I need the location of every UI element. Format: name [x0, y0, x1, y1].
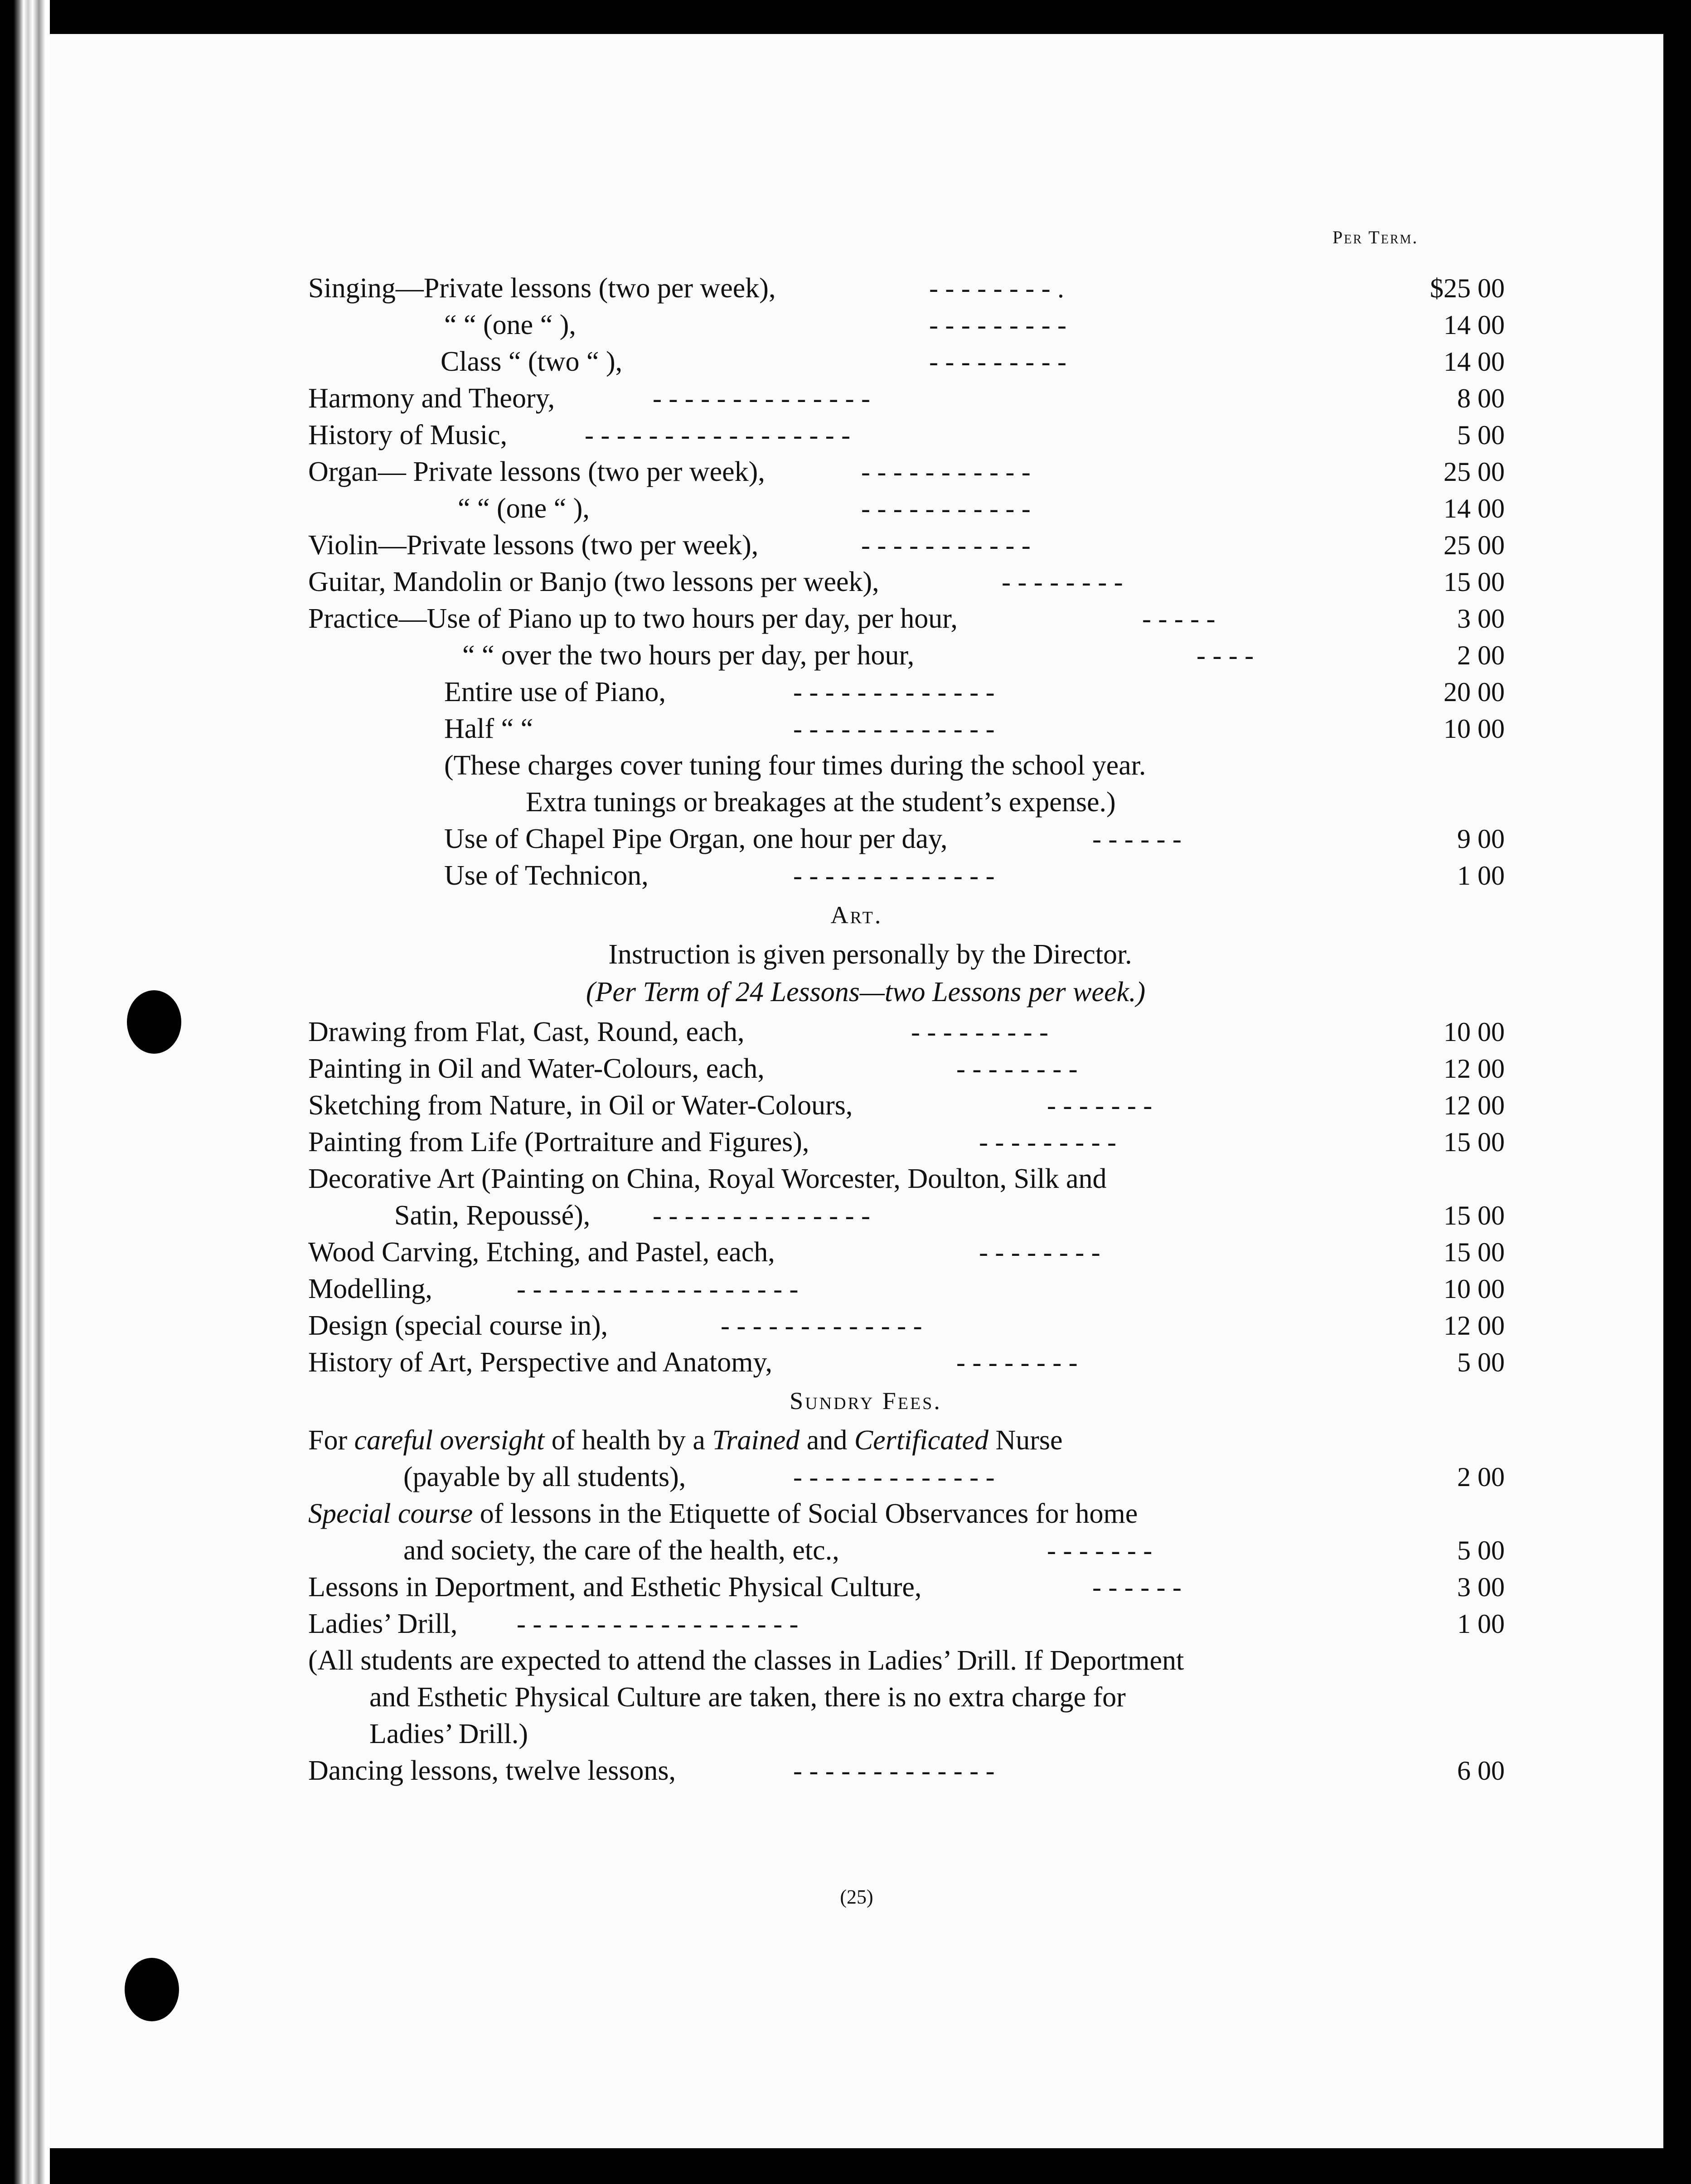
drill-note: and Esthetic Physical Culture are taken, there is no extra charge for [369, 1682, 1126, 1713]
per-term-label: Per Term. [1332, 227, 1419, 247]
fee-label: (payable by all students), [403, 1462, 686, 1492]
page-number: (25) [840, 1886, 873, 1908]
section-heading-art: Art. [830, 901, 883, 929]
fee-amount: 14 00 [1444, 310, 1505, 340]
fee-amount: 1 00 [1457, 861, 1505, 891]
fee-amount: $25 00 [1430, 273, 1505, 303]
section-heading-sundry: Sundry Fees. [790, 1387, 942, 1414]
leader-dots: - - - - - - - - - - - - - - - - - - [517, 1609, 799, 1639]
fee-amount: 14 00 [1444, 494, 1505, 523]
fee-amount: 12 00 [1444, 1054, 1505, 1084]
text-part: Nurse [988, 1425, 1063, 1456]
leader-dots: - - - - - - - - [1002, 567, 1123, 597]
leader-dots: - - - - - - - - - - - [861, 494, 1031, 523]
text-part: of lessons in the Etiquette of Social Observances for home [473, 1498, 1138, 1529]
fee-amount: 25 00 [1444, 457, 1505, 487]
leader-dots: - - - - - - - - - - - - - [793, 1462, 995, 1492]
leader-dots: - - - - - - - - - - - - - [793, 714, 995, 744]
leader-dots: - - - - - - - [1047, 1090, 1153, 1120]
leader-dots: - - - - - - - - - [911, 1017, 1049, 1047]
leader-dots: - - - - - - - - [956, 1347, 1078, 1377]
text-part: For [308, 1425, 354, 1456]
text-part: Trained [712, 1425, 800, 1456]
text-part: and [799, 1425, 854, 1456]
fee-label: Painting from Life (Portraiture and Figures), [308, 1127, 809, 1157]
leader-dots: - - - - - - - [1047, 1535, 1153, 1565]
fee-amount: 12 00 [1444, 1090, 1505, 1120]
leader-dots: - - - - - - - - - [979, 1127, 1117, 1157]
leader-dots: - - - - - - - - - - - - - - [653, 1201, 871, 1230]
leader-dots: - - - - - - - - - - - - - - - - - - [517, 1274, 799, 1304]
fee-label: “ “ (one “ ), [458, 493, 590, 524]
document-page [50, 34, 1663, 2148]
leader-dots: - - - - - - - - [956, 1054, 1078, 1084]
fee-label: and society, the care of the health, etc., [403, 1535, 839, 1566]
leader-dots: - - - - - - - - - - - - - [793, 861, 995, 891]
fee-amount: 9 00 [1457, 824, 1505, 854]
fee-label: Guitar, Mandolin or Banjo (two lessons per week), [308, 567, 879, 597]
fee-label: Singing—Private lessons (two per week), [308, 273, 776, 304]
fee-label: History of Art, Perspective and Anatomy, [308, 1347, 772, 1378]
leader-dots: - - - - - - [1092, 1572, 1182, 1602]
fee-amount: 15 00 [1444, 1201, 1505, 1230]
punch-hole [125, 1958, 179, 2021]
fee-label: Violin—Private lessons (two per week), [308, 530, 759, 561]
fee-amount: 15 00 [1444, 1237, 1505, 1267]
nurse-fee-label [308, 1422, 1063, 1459]
fee-label: Harmony and Theory, [308, 383, 555, 414]
decorative-art-label: Decorative Art (Painting on China, Royal Worcester, Doulton, Silk and [308, 1163, 1107, 1194]
art-intro: Instruction is given personally by the Director. [608, 939, 1132, 970]
fee-label: Modelling, [308, 1274, 432, 1304]
fee-amount: 3 00 [1457, 1572, 1505, 1602]
leader-dots: - - - - - - - - - - - - - [793, 1756, 995, 1786]
fee-label: “ “ over the two hours per day, per hour, [462, 640, 915, 671]
leader-dots: - - - - [1197, 640, 1254, 670]
fee-label: Design (special course in), [308, 1310, 608, 1341]
fee-amount: 2 00 [1457, 1462, 1505, 1492]
fee-label: Organ— Private lessons (two per week), [308, 456, 765, 487]
leader-dots: - - - - - - - - - - - - - - [653, 383, 871, 413]
fee-label: Entire use of Piano, [444, 677, 666, 707]
leader-dots: - - - - - [1142, 604, 1216, 634]
tuning-note: (These charges cover tuning four times during the school year. [444, 750, 1146, 781]
fee-amount: 14 00 [1444, 347, 1505, 377]
fee-amount: 5 00 [1457, 1347, 1505, 1377]
etiquette-fee-label [308, 1495, 1138, 1532]
leader-dots: - - - - - - - - - - - - - [793, 677, 995, 707]
text-part: careful oversight [354, 1425, 545, 1456]
fee-label: Painting in Oil and Water-Colours, each, [308, 1053, 765, 1084]
fee-amount: 5 00 [1457, 1535, 1505, 1565]
fee-label: Use of Technicon, [444, 860, 649, 891]
fee-amount: 10 00 [1444, 1017, 1505, 1047]
text-part: Certificated [854, 1425, 988, 1456]
art-note: (Per Term of 24 Lessons—two Lessons per week.) [586, 977, 1146, 1007]
fee-amount: 25 00 [1444, 530, 1505, 560]
fee-label: Drawing from Flat, Cast, Round, each, [308, 1017, 745, 1047]
text-part: of health by a [544, 1425, 712, 1456]
decorative-art-label: Satin, Repoussé), [394, 1200, 591, 1231]
fee-label: Half “ “ [444, 713, 533, 744]
fee-amount: 10 00 [1444, 1274, 1505, 1304]
text-part: Special course [308, 1498, 473, 1529]
leader-dots: - - - - - - - - - [929, 310, 1067, 340]
leader-dots: - - - - - - - - - - - - - - - - - [585, 420, 851, 450]
fee-amount: 2 00 [1457, 640, 1505, 670]
fee-label: Sketching from Nature, in Oil or Water-Colours, [308, 1090, 853, 1121]
fee-amount: 1 00 [1457, 1609, 1505, 1639]
fee-label: Practice—Use of Piano up to two hours per day, per hour, [308, 603, 958, 634]
fee-amount: 15 00 [1444, 567, 1505, 597]
fee-amount: 20 00 [1444, 677, 1505, 707]
fee-label: Ladies’ Drill, [308, 1608, 458, 1639]
fee-label: Wood Carving, Etching, and Pastel, each, [308, 1237, 775, 1268]
leader-dots: - - - - - - - - . [929, 273, 1065, 303]
fee-amount: 5 00 [1457, 420, 1505, 450]
tuning-note: Extra tunings or breakages at the student’s expense.) [526, 787, 1116, 818]
fee-label: Dancing lessons, twelve lessons, [308, 1755, 676, 1786]
leader-dots: - - - - - - - - [979, 1237, 1100, 1267]
book-spine-edge [0, 0, 50, 2184]
fee-amount: 3 00 [1457, 604, 1505, 634]
fee-label: History of Music, [308, 420, 508, 450]
fee-label: “ “ (one “ ), [444, 310, 576, 340]
fee-amount: 15 00 [1444, 1127, 1505, 1157]
fee-label: Class “ (two “ ), [441, 346, 623, 377]
leader-dots: - - - - - - - - - [929, 347, 1067, 377]
drill-note: Ladies’ Drill.) [369, 1719, 528, 1749]
fee-amount: 10 00 [1444, 714, 1505, 744]
leader-dots: - - - - - - - - - - - - - [721, 1311, 922, 1341]
fee-amount: 8 00 [1457, 383, 1505, 413]
leader-dots: - - - - - - - - - - - [861, 457, 1031, 487]
leader-dots: - - - - - - - - - - - [861, 530, 1031, 560]
fee-amount: 12 00 [1444, 1311, 1505, 1341]
drill-note: (All students are expected to attend the classes in Ladies’ Drill. If Deportment [308, 1645, 1184, 1676]
leader-dots: - - - - - - [1092, 824, 1182, 854]
fee-label: Use of Chapel Pipe Organ, one hour per day, [444, 823, 948, 854]
fee-label: Lessons in Deportment, and Esthetic Physical Culture, [308, 1572, 922, 1603]
fee-amount: 6 00 [1457, 1756, 1505, 1786]
